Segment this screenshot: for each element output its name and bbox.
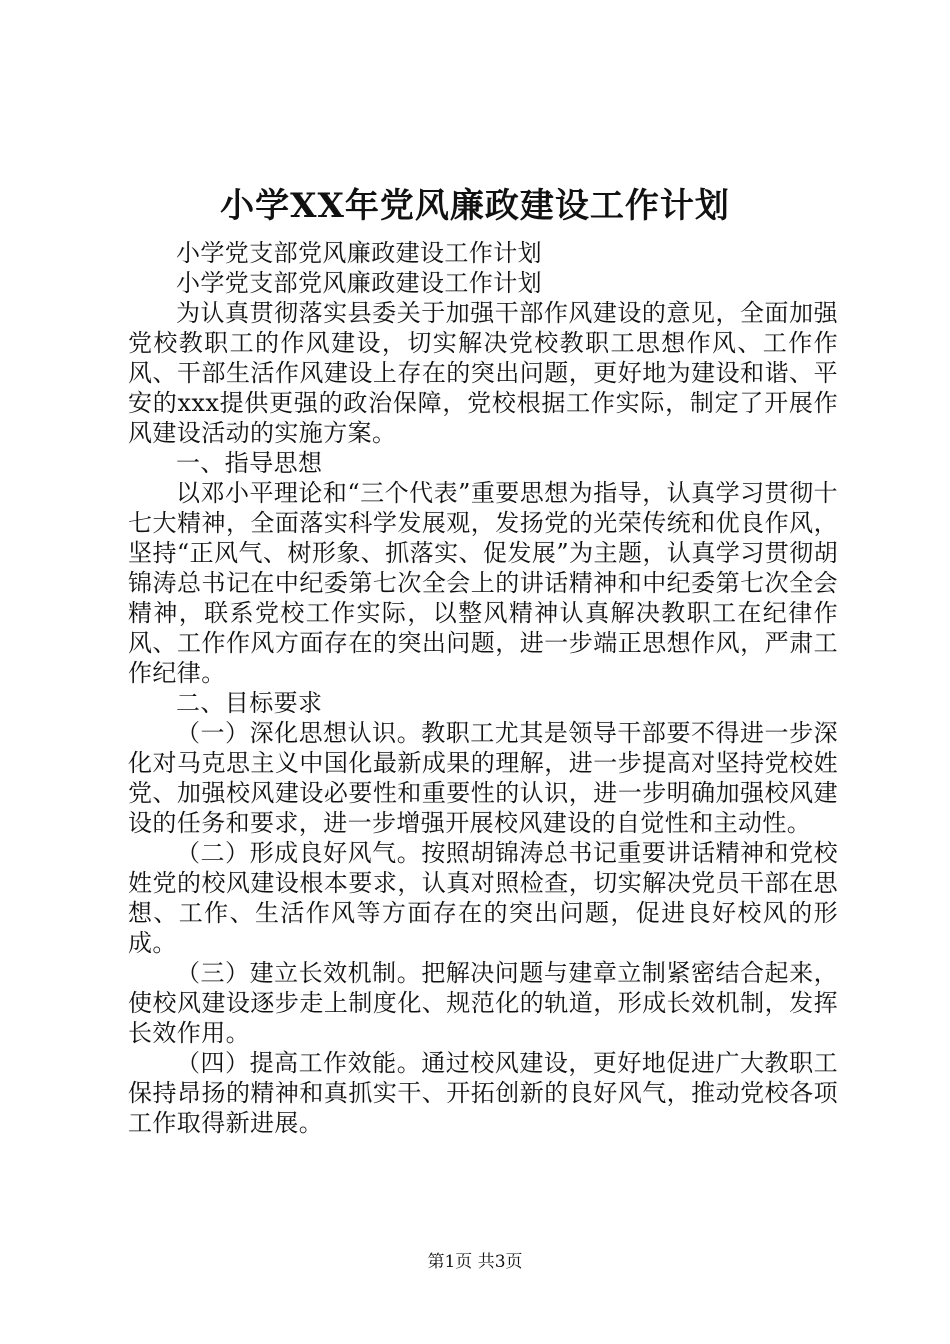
body-paragraph: （二）形成良好风气。按照胡锦涛总书记重要讲话精神和党校姓党的校风建设根本要求，认真对照检查，切实解决党员干部在思想、工作、生活作风等方面存在的突出问题，促进良好校风的形成。 [128, 839, 838, 957]
body-paragraph: （三）建立长效机制。把解决问题与建章立制紧密结合起来，使校风建设逐步走上制度化、规范化的轨道，形成长效机制，发挥长效作用。 [128, 959, 838, 1047]
subtitle-line: 小学党支部党风廉政建设工作计划 [176, 239, 542, 267]
section-heading: 二、目标要求 [176, 689, 323, 717]
section-heading: 一、指导思想 [176, 449, 323, 477]
body-paragraph: （一）深化思想认识。教职工尤其是领导干部要不得进一步深化对马克思主义中国化最新成果的理解，进一步提高对坚持党校姓党、加强校风建设必要性和重要性的认识，进一步明确加强校风建设的任务和要求，进一步增强开展校风建设的自觉性和主动性。 [128, 719, 838, 837]
document-title: 小学XX年党风廉政建设工作计划 [220, 186, 730, 226]
page-footer: 第1页 共3页 [427, 1252, 523, 1272]
subtitle-line: 小学党支部党风廉政建设工作计划 [176, 269, 542, 297]
document-body [128, 238, 838, 1138]
body-paragraph: 以邓小平理论和“三个代表”重要思想为指导，认真学习贯彻十七大精神，全面落实科学发展观，发扬党的光荣传统和优良作风，坚持“正风气、树形象、抓落实、促发展”为主题，认真学习贯彻胡锦涛总书记在中纪委第七次全会上的讲话精神和中纪委第七次全会精神，联系党校工作实际，以整风精神认真解决教职工在纪律作风、工作作风方面存在的突出问题，进一步端正思想作风，严肃工作纪律。 [128, 479, 838, 687]
body-paragraph: （四）提高工作效能。通过校风建设，更好地促进广大教职工保持昂扬的精神和真抓实干、开拓创新的良好风气，推动党校各项工作取得新进展。 [128, 1049, 838, 1137]
intro-paragraph: 为认真贯彻落实县委关于加强干部作风建设的意见，全面加强党校教职工的作风建设，切实解决党校教职工思想作风、工作作风、干部生活作风建设上存在的突出问题，更好地为建设和谐、平安的xxx提供更强的政治保障，党校根据工作实际，制定了开展作风建设活动的实施方案。 [128, 299, 838, 447]
